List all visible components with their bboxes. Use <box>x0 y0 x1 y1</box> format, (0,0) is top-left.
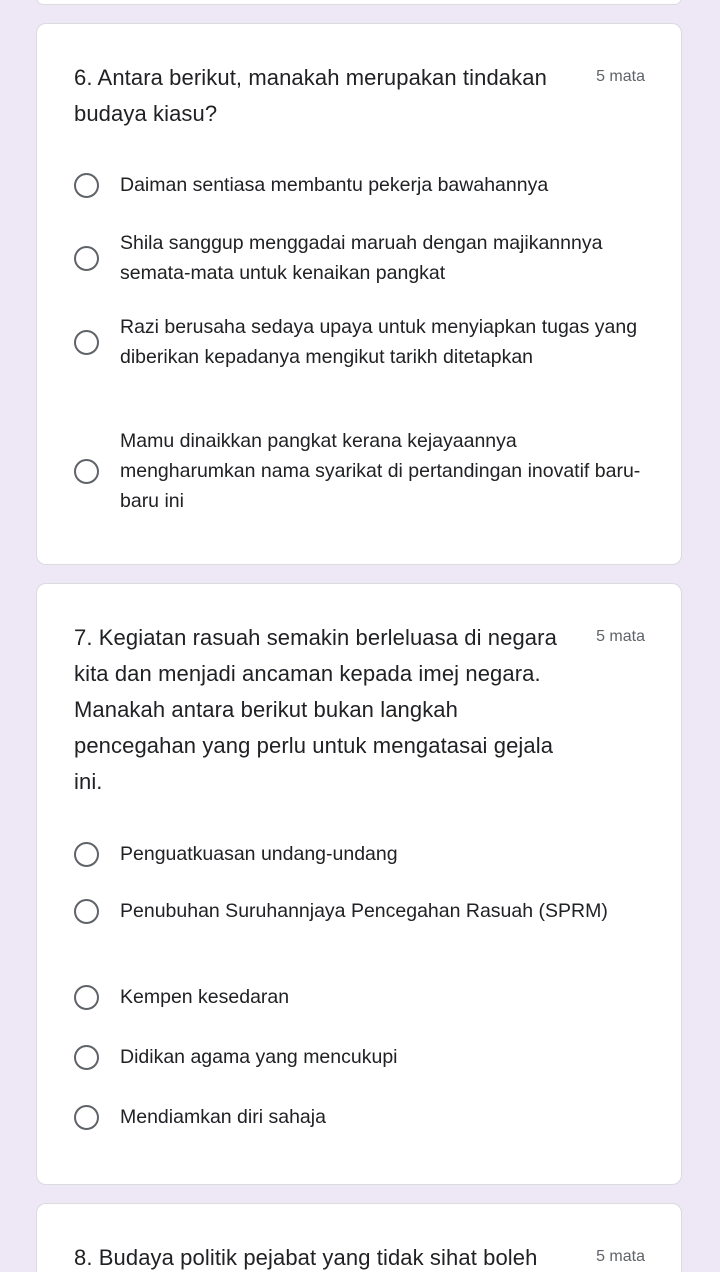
question-header <box>74 60 645 132</box>
question-title: 8. Budaya politik pejabat yang tidak sihat boleh <box>74 1245 538 1270</box>
question-title: 6. Antara berikut, manakah merupakan tindakan budaya kiasu? <box>74 65 547 126</box>
radio-button[interactable] <box>74 899 99 924</box>
radio-button[interactable] <box>74 1045 99 1070</box>
option-label: Didikan agama yang mencukupi <box>120 1046 398 1068</box>
radio-button[interactable] <box>74 1105 99 1130</box>
question-points: 5 mata <box>596 68 645 85</box>
option-row[interactable] <box>74 1042 651 1072</box>
radio-button[interactable] <box>74 985 99 1010</box>
radio-button[interactable] <box>74 459 99 484</box>
radio-button[interactable] <box>74 173 99 198</box>
option-row[interactable] <box>74 312 651 372</box>
question-points: 5 mata <box>596 628 645 645</box>
option-label: Shila sanggup menggadai maruah dengan majikannnya semata-mata untuk kenaikan pangkat <box>120 232 603 284</box>
question-points: 5 mata <box>596 1248 645 1265</box>
option-label: Mendiamkan diri sahaja <box>120 1106 326 1128</box>
option-label: Razi berusaha sedaya upaya untuk menyiapkan tugas yang diberikan kepadanya mengikut tarikh ditetapkan <box>120 316 638 368</box>
option-label: Kempen kesedaran <box>120 986 290 1008</box>
question-header <box>74 620 645 800</box>
option-row[interactable] <box>74 426 651 516</box>
question-card-8 <box>36 1203 682 1272</box>
question-card-7 <box>36 583 682 1185</box>
radio-button[interactable] <box>74 330 99 355</box>
option-row[interactable] <box>74 982 651 1012</box>
option-row[interactable] <box>74 896 651 926</box>
option-row[interactable] <box>74 228 651 288</box>
option-label: Penguatkuasan undang-undang <box>120 843 398 865</box>
option-label: Penubuhan Suruhannjaya Pencegahan Rasuah (SPRM) <box>120 900 608 922</box>
option-row[interactable] <box>74 170 651 200</box>
question-card-6 <box>36 23 682 565</box>
radio-button[interactable] <box>74 842 99 867</box>
option-row[interactable] <box>74 1102 651 1132</box>
option-label: Daiman sentiasa membantu pekerja bawahannya <box>120 174 549 196</box>
question-title: 7. Kegiatan rasuah semakin berleluasa di negara kita dan menjadi ancaman kepada imej negara. Manakah antara berikut bukan langkah pencegahan yang perlu untuk mengatasai gejala ini. <box>74 625 557 794</box>
previous-question-card <box>36 0 682 5</box>
option-label: Mamu dinaikkan pangkat kerana kejayaannya mengharumkan nama syarikat di pertandingan inovatif baru-baru ini <box>120 430 641 512</box>
option-row[interactable] <box>74 839 651 869</box>
question-header <box>74 1240 645 1272</box>
radio-button[interactable] <box>74 246 99 271</box>
